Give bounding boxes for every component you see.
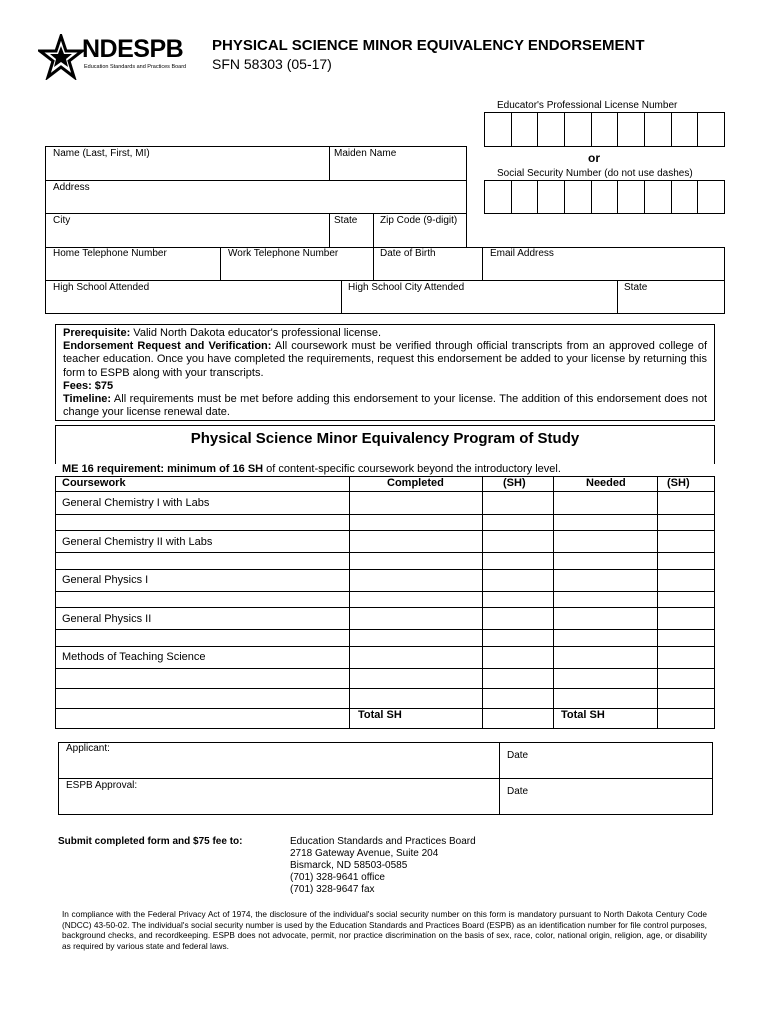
applicant-date-label: Date <box>507 750 529 761</box>
work-phone-label: Work Telephone Number <box>228 248 339 259</box>
course-item: General Chemistry I with Labs <box>62 497 210 509</box>
city-field[interactable] <box>45 213 330 248</box>
zip-label: Zip Code (9-digit) <box>380 215 458 226</box>
approval-label: ESPB Approval: <box>66 780 138 791</box>
high-school-label: High School Attended <box>53 282 150 293</box>
espb-logo <box>38 34 198 78</box>
approval-date-field[interactable] <box>499 778 713 815</box>
timeline-label: Timeline: <box>63 393 112 406</box>
header-needed: Needed <box>586 477 626 489</box>
coursework-table <box>55 476 715 729</box>
submit-label: Submit completed form and $75 fee to: <box>58 836 243 847</box>
address-line: Education Standards and Practices Board <box>290 836 476 847</box>
course-item: Methods of Teaching Science <box>62 651 206 663</box>
address-line: Bismarck, ND 58503-0585 <box>290 860 408 871</box>
applicant-signature-field[interactable] <box>58 742 500 779</box>
address-line: (701) 328-9641 office <box>290 872 385 883</box>
address-label: Address <box>53 182 90 193</box>
state-label: State <box>334 215 358 226</box>
submit-address <box>290 836 476 896</box>
ssn-boxes[interactable] <box>484 180 725 214</box>
address-line: 2718 Gateway Avenue, Suite 204 <box>290 848 439 859</box>
logo-subtext: Education Standards and Practices Board <box>84 64 187 70</box>
form-number: SFN 58303 (05-17) <box>212 56 332 72</box>
address-line: (701) 328-9647 fax <box>290 884 375 895</box>
license-number-boxes[interactable] <box>484 112 725 147</box>
applicant-date-field[interactable] <box>499 742 713 779</box>
form-title: PHYSICAL SCIENCE MINOR EQUIVALENCY ENDORSEMENT <box>212 37 645 54</box>
header-coursework: Coursework <box>62 477 126 489</box>
requirement-text: of content-specific coursework beyond the introductory level. <box>263 463 561 475</box>
info-box <box>55 324 715 421</box>
header-completed-sh: (SH) <box>503 477 526 489</box>
total-needed-label: Total SH <box>561 709 605 721</box>
city-label: City <box>53 215 71 226</box>
fees-text: Fees: $75 <box>63 379 114 392</box>
privacy-notice: In compliance with the Federal Privacy Act of 1974, the disclosure of the individual's social security number on this form is mandatory pursuant to North Dakota Century Code (NDCC) 43-50-02. The individual's social security number is used by the Education Standards and Practices Board (ESPB) as an identification number for file control purposes, background checks, and recordkeeping. ESPB does not advocate, permit, nor practice discrimination on the basis of sex, race, color, national origin, religion, age, or disability as required by various state and federal laws. <box>62 909 707 951</box>
requirement-line <box>62 463 561 475</box>
home-phone-label: Home Telephone Number <box>53 248 167 259</box>
header-completed: Completed <box>387 477 444 489</box>
course-item: General Chemistry II with Labs <box>62 536 213 548</box>
course-item: General Physics II <box>62 613 152 625</box>
address-field[interactable] <box>45 180 467 214</box>
name-label: Name (Last, First, MI) <box>53 148 150 159</box>
header-needed-sh: (SH) <box>667 477 690 489</box>
approval-date-label: Date <box>507 786 529 797</box>
license-number-label: Educator's Professional License Number <box>497 100 678 111</box>
prereq-label: Prerequisite: <box>63 327 131 339</box>
dob-label: Date of Birth <box>380 248 436 259</box>
maiden-label: Maiden Name <box>334 148 397 159</box>
ssn-label: Social Security Number (do not use dashes) <box>497 168 693 179</box>
course-item: General Physics I <box>62 574 149 586</box>
hs-city-label: High School City Attended <box>348 282 465 293</box>
endorse-label: Endorsement Request and Verification: <box>63 340 272 353</box>
endorse-text: All coursework must be verified through official transcripts from an approved college of teacher education. Once you have completed the requirements, request this endorsement be added to your license by returning this form to ESPB along with your transcripts. <box>63 340 708 379</box>
timeline-text: All requirements must be met before adding this endorsement to your license. The addition of this endorsement does not change your license renewal date. <box>63 393 707 419</box>
applicant-label: Applicant: <box>66 743 110 754</box>
logo-text: NDESPB <box>82 35 184 63</box>
program-title: Physical Science Minor Equivalency Program of Study <box>190 430 580 447</box>
or-text: or <box>588 151 600 165</box>
star-logo-icon <box>38 34 84 80</box>
email-label: Email Address <box>490 248 554 259</box>
total-completed-label: Total SH <box>358 709 402 721</box>
hs-state-label: State <box>624 282 648 293</box>
prereq-text: Valid North Dakota educator's professional license. <box>130 327 381 339</box>
requirement-bold: ME 16 requirement: minimum of 16 SH <box>62 463 264 475</box>
